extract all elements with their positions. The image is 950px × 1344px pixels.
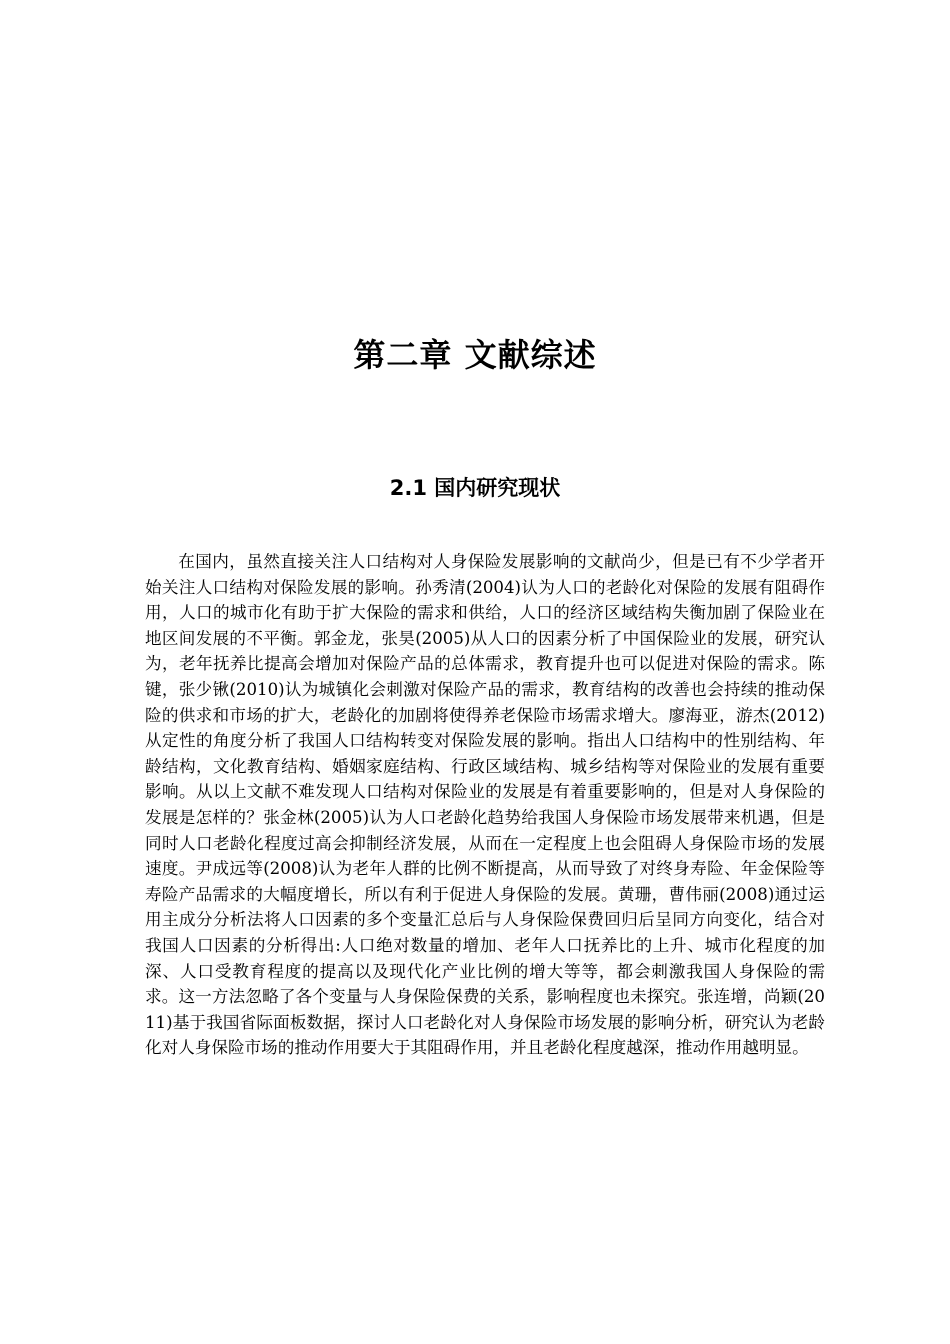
section-title: 2.1 国内研究现状	[389, 476, 561, 500]
chapter-title: 第二章 文献综述	[353, 336, 597, 374]
body-paragraph: 在国内，虽然直接关注人口结构对人身保险发展影响的文献尚少，但是已有不少学者开始关注人口结构对保险发展的影响。孙秀清(2004)认为人口的老龄化对保险的发展有阻碍作用，人口的城市化有助于扩大保险的需求和供给，人口的经济区域结构失衡加剧了保险业在地区间发展的不平衡。郭金龙，张昊(2005)从人口的因素分析了中国保险业的发展，研究认为，老年抚养比提高会增加对保险产品的总体需求，教育提升也可以促进对保险的需求。陈键，张少锹(2010)认为城镇化会刺激对保险产品的需求，教育结构的改善也会持续的推动保险的供求和市场的扩大，老龄化的加剧将使得养老保险市场需求增大。廖海亚，游杰(2012)从定性的角度分析了我国人口结构转变对保险发展的影响。指出人口结构中的性别结构、年龄结构，文化教育结构、婚姻家庭结构、行政区域结构、城乡结构等对保险业的发展有重要影响。从以上文献不难发现人口结构对保险业的发展是有着重要影响的，但是对人身保险的发展是怎样的？张金林(2005)认为人口老龄化趋势给我国人身保险市场发展带来机遇，但是同时人口老龄化程度过高会抑制经济发展，从而在一定程度上也会阻碍人身保险市场的发展速度。尹成远等(2008)认为老年人群的比例不断提高，从而导致了对终身寿险、年金保险等寿险产品需求的大幅度增长，所以有利于促进人身保险的发展。黄珊，曹伟丽(2008)通过运用主成分分析法将人口因素的多个变量汇总后与人身保险保费回归后呈同方向变化，结合对我国人口因素的分析得出:人口绝对数量的增加、老年人口抚养比的上升、城市化程度的加深、人口受教育程度的提高以及现代化产业比例的增大等等，都会刺激我国人身保险的需求。这一方法忽略了各个变量与人身保险保费的关系，影响程度也未探究。张连增，尚颖(2011)基于我国省际面板数据，探讨人口老龄化对人身保险市场发展的影响分析，研究认为老龄化对人身保险市场的推动作用要大于其阻碍作用，并且老龄化程度越深，推动作用越明显。	[145, 552, 825, 1058]
